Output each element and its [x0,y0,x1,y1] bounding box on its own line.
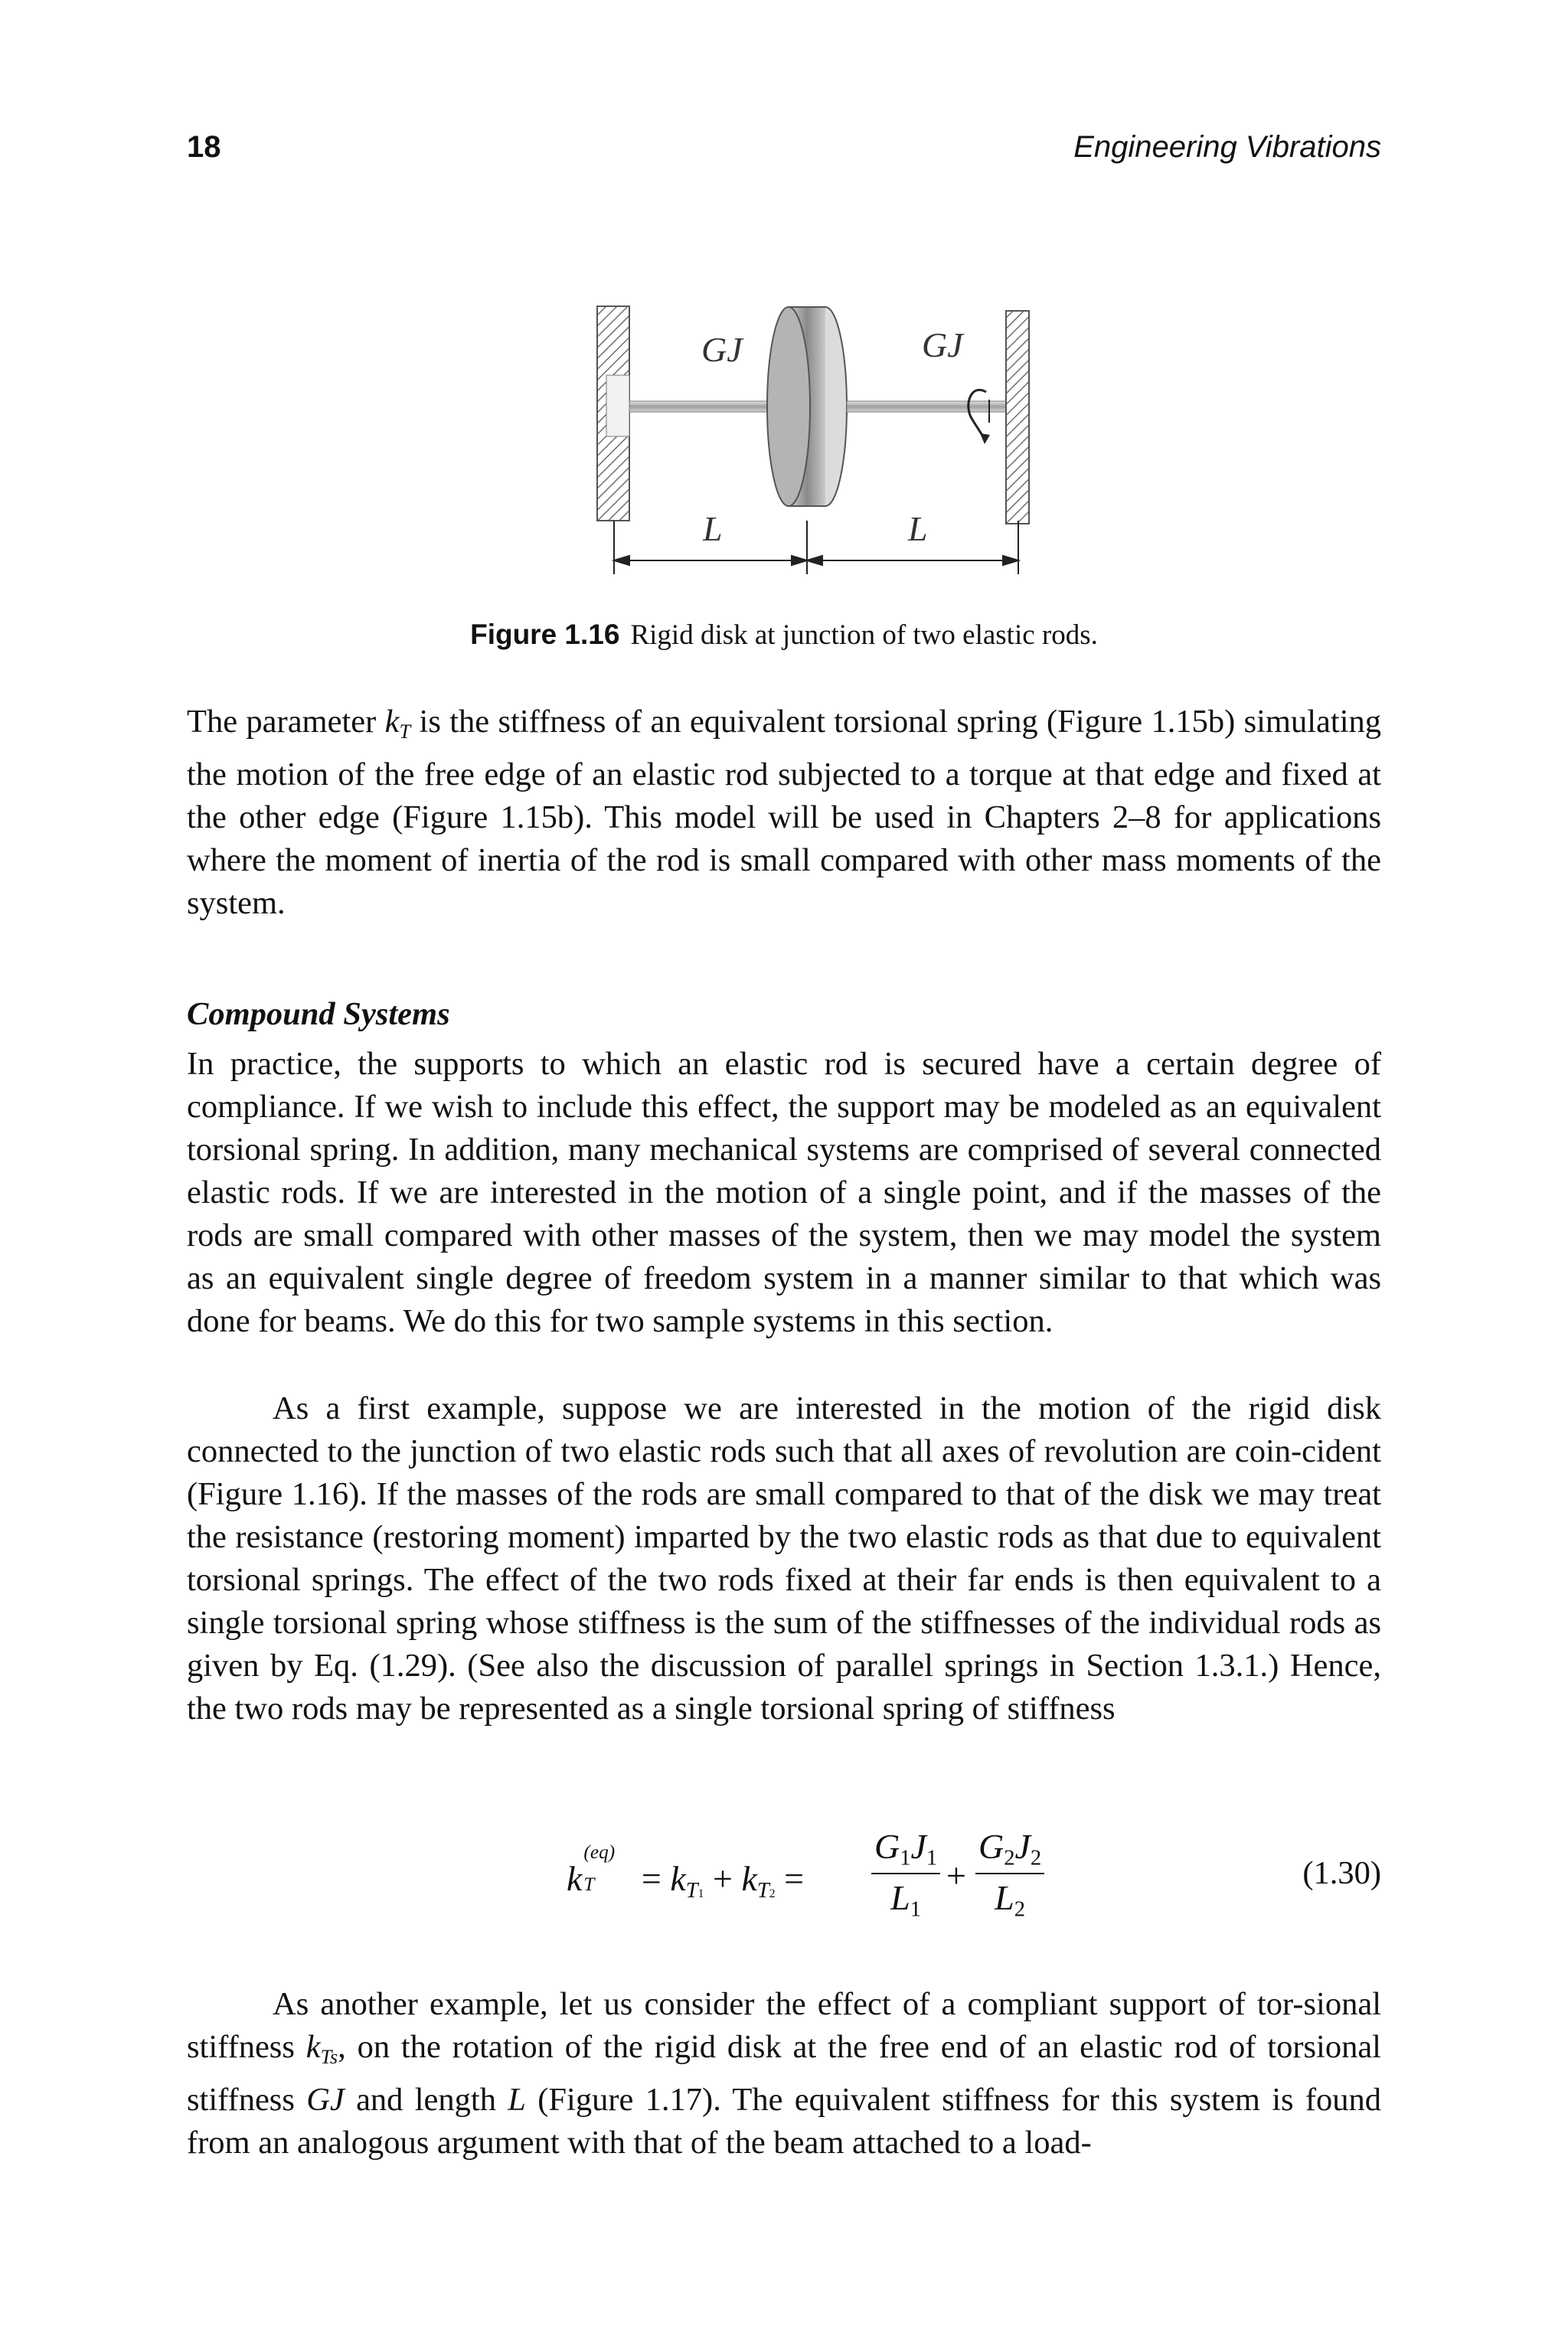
page-number: 18 [187,130,221,164]
eq-subscript: 1 [697,1887,704,1900]
symbol-subscript-t: T [399,720,411,743]
eq-symbol: k [741,1859,757,1898]
eq-operator: = [641,1859,662,1898]
torque-arrow-icon [969,390,990,444]
dimension-lines [614,521,1018,574]
paragraph-4-text: and length [344,2081,508,2118]
eq-subscript: 2 [769,1887,776,1900]
equation-number: (1.30) [1302,1855,1381,1891]
eq-subscript: 2 [1004,1846,1015,1870]
eq-subscript: T [685,1878,698,1903]
paragraph-2: In practice, the supports to which an elastic rod is secured have a certain degree of compliance. If we wish to include this effect, the support may be modeled as an equivalent torsional spring. In addition, many mechanical systems are comprised of several connected elastic rods. If we are interested in the motion of a single point, and if the masses of the rods are small compared with other masses of the system, then we may model the system as an equivalent single degree of freedom system in a manner similar to that which was done for beams. We do this for two sample systems in this section. [187,1046,1381,1339]
paragraph-4-text: , on the rotation of the rigid disk at the free end of an elastic rod of torsional stiffness [187,2029,1381,2118]
paragraph-1 [187,701,1381,925]
label-l-right: L [908,509,928,548]
symbol-l: L [508,2081,526,2118]
eq-symbol: G [874,1827,900,1866]
eq-subscript: 2 [1014,1897,1026,1922]
eq-symbol: k [670,1859,686,1898]
paragraph-1-text: is the stiffness of an equivalent torsional spring (Figure 1.15b) simulating the motion of the free edge of an elastic rod subjected to a torque at that edge and fixed at the other edge (Figure 1.15b). This model will be used in Chapters 2–8 for applications where the moment of inertia of the rod is small compared with other mass moments of the system. [187,704,1382,921]
figure-rigid-disk-diagram [567,291,1041,590]
figure-caption [0,619,1568,652]
running-title: Engineering Vibrations [1073,130,1381,164]
symbol-k: k [305,2029,321,2065]
caption-text: Rigid disk at junction of two elastic rods. [630,619,1098,651]
eq-operator: + [713,1859,733,1898]
paragraph-3: As a first example, suppose we are interested in the motion of the rigid disk connected to the junction of two elastic rods such that all axes of revolution are coin-cident (Figure 1.16). If the masses of the rods are small compared to that of the disk we may treat the resistance (restoring moment) imparted by the two elastic rods as that due to equivalent torsional springs. The effect of the two rods fixed at their far ends is then equivalent to a single torsional spring whose stiffness is the sum of the stiffnesses of the individual rods as given by Eq. (1.29). (See also the discussion of parallel springs in Section 1.3.1.) Hence, the two rods may be represented as a single torsional spring of stiffness [187,1390,1381,1727]
hatched-wall-icon [1006,311,1029,524]
eq-fraction-2 [975,1826,1044,1922]
eq-superscript: (eq) [583,1841,616,1863]
paragraph-1-text: The parameter [187,704,385,740]
eq-symbol: L [995,1877,1014,1917]
hatched-wall-icon [597,306,629,521]
symbol-k: k [384,704,400,740]
label-l-left: L [703,509,723,548]
paragraph-4-text: (Figure 1.17). The equivalent stiffness for this system is found from an analogous argument with that of the beam attached to a load- [187,2081,1382,2161]
eq-symbol: k [567,1859,583,1898]
eq-subscript: 1 [910,1897,922,1922]
eq-symbol: G [978,1827,1004,1866]
eq-subscript: T [756,1878,769,1903]
eq-symbol: L [890,1877,910,1917]
equation-1-30 [567,1826,1057,1933]
eq-subscript: 1 [926,1846,938,1870]
section-heading: Compound Systems [187,996,450,1032]
eq-operator: = [784,1859,805,1898]
figure-number: Figure 1.16 [470,619,620,650]
symbol-subscript-ts: Ts [320,2045,338,2068]
eq-symbol: J [910,1827,926,1866]
eq-subscript: T [583,1874,595,1895]
paragraph-4 [187,1983,1381,2164]
eq-operator: + [946,1856,966,1895]
eq-subscript: 1 [900,1846,911,1870]
page-header [187,130,1381,176]
eq-subscript: 2 [1030,1846,1042,1870]
paragraph-4-text: As another example, let us consider the effect of a compliant support of tor-sional stiffness [187,1986,1381,2065]
eq-fraction-1 [871,1826,940,1922]
eq-symbol: J [1014,1827,1031,1866]
left-rod [629,401,789,412]
right-rod [847,401,1006,412]
symbol-gj: GJ [306,2081,345,2118]
label-gj-right: GJ [922,325,963,364]
label-gj-left: GJ [701,330,743,369]
rigid-disk-icon [767,307,847,506]
